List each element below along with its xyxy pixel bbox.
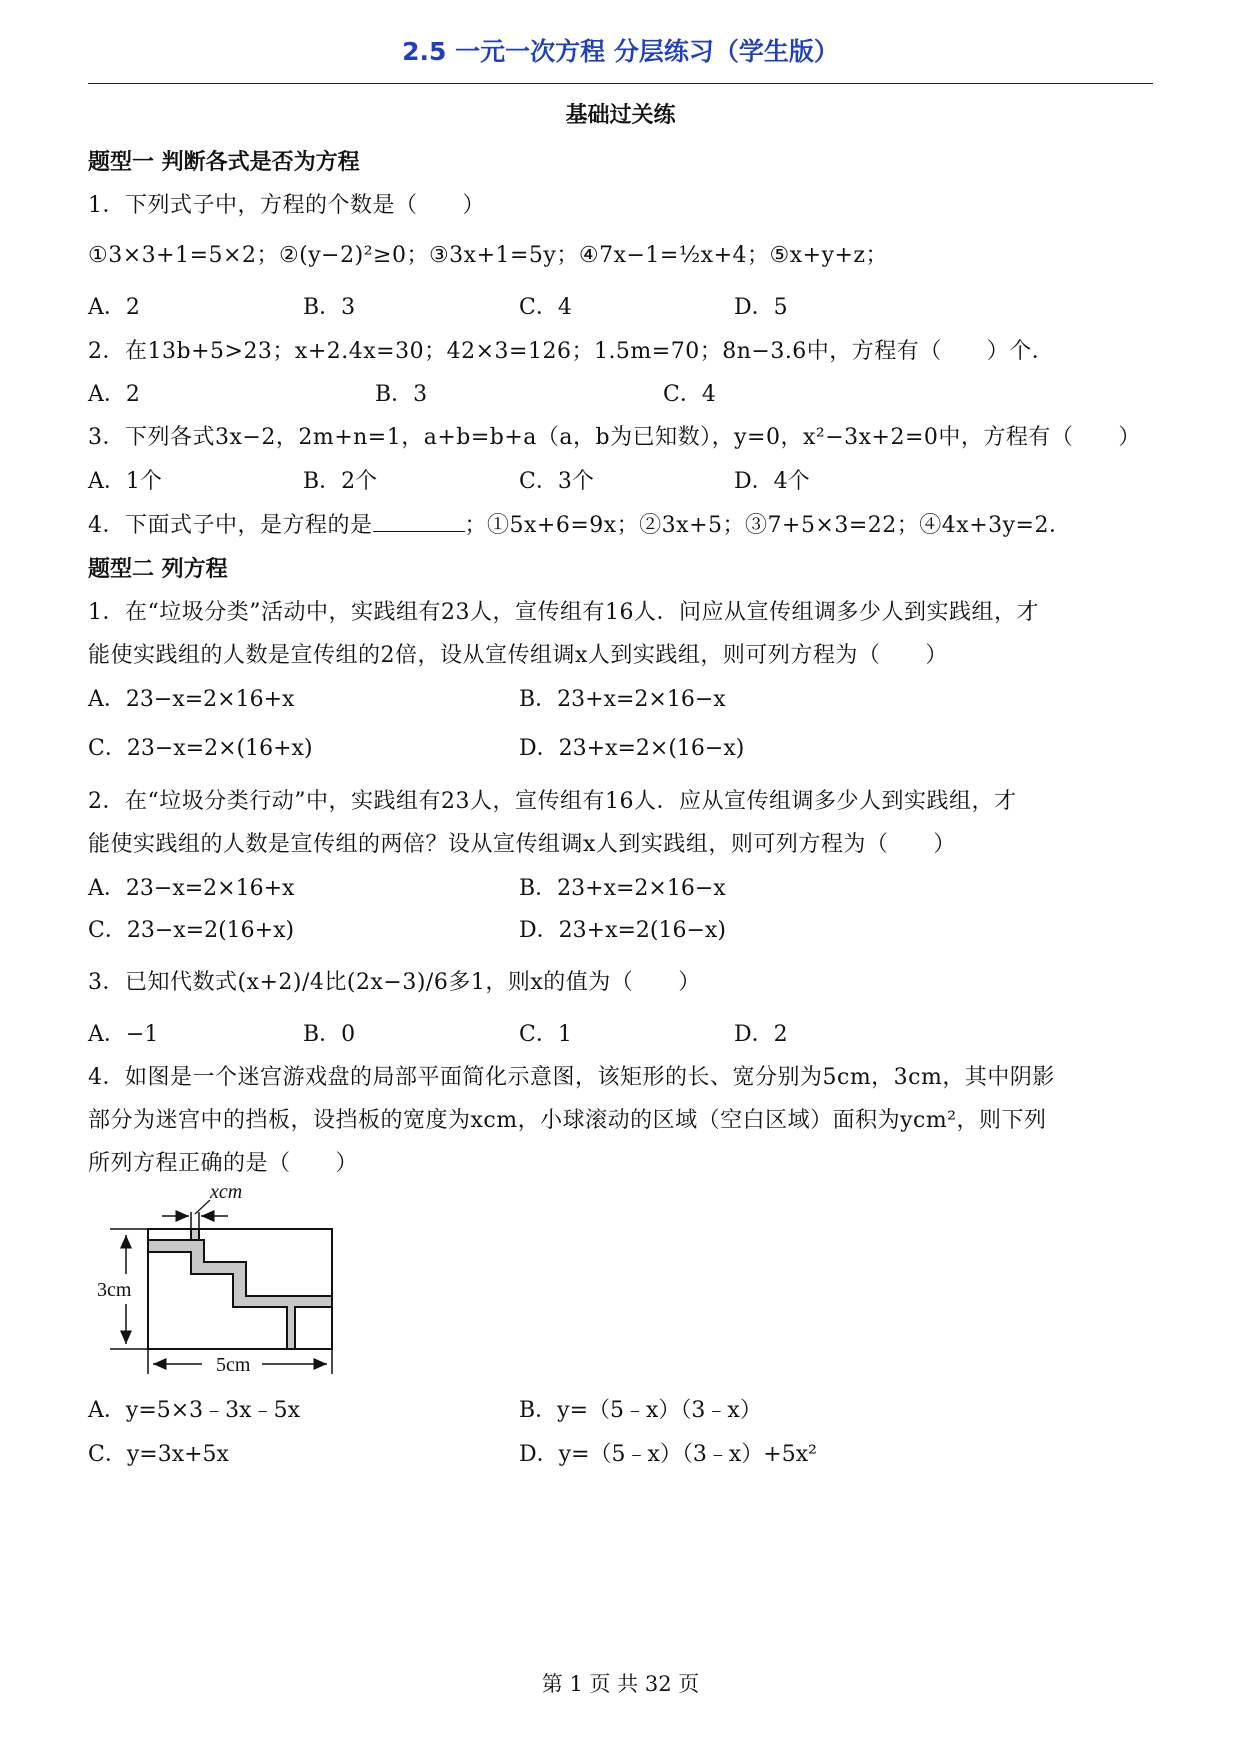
s1-q1-option-c: C．4 bbox=[519, 295, 572, 320]
s2-q2-line1: 2．在“垃圾分类行动”中，实践组有23人，宣传组有16人．应从宣传组调多少人到实践组，才 bbox=[88, 789, 1017, 814]
s1-q2-option-a: A．2 bbox=[88, 382, 140, 407]
s1-q1-stem: 1．下列式子中，方程的个数是（ ） bbox=[88, 193, 485, 218]
s2-q1-option-d: D．23+x=2×(16−x) bbox=[519, 736, 745, 761]
xwidth-label: xcm bbox=[210, 1181, 243, 1203]
s1-q3-option-b: B．2个 bbox=[303, 469, 378, 494]
s2-q3-option-a: A．−1 bbox=[88, 1022, 159, 1047]
s1-q3-option-d: D．4个 bbox=[734, 469, 810, 494]
s2-q4-option-b: B．y=（5﹣x）（3﹣x） bbox=[519, 1398, 762, 1423]
s1-q2-option-b: B．3 bbox=[375, 382, 428, 407]
header-rule bbox=[88, 83, 1153, 84]
s2-q2-option-a: A．23−x=2×16+x bbox=[88, 876, 295, 901]
s1-q2-stem: 2．在13b+5>23；x+2.4x=30；42×3=126；1.5m=70；8n−3.6中，方程有（ ）个． bbox=[88, 339, 1055, 364]
s2-q2-option-c: C．23−x=2(16+x) bbox=[88, 918, 295, 943]
s2-q4-line3: 所列方程正确的是（ ） bbox=[88, 1151, 359, 1176]
width-label: 5cm bbox=[216, 1354, 251, 1374]
s2-q3-stem: 3．已知代数式(x+2)/4比(2x−3)/6多1，则x的值为（ ） bbox=[88, 970, 701, 995]
document-title: 2.5 一元一次方程 分层练习（学生版） bbox=[402, 37, 839, 66]
page-footer: 第 1 页 共 32 页 bbox=[541, 1672, 700, 1696]
s2-q3-option-d: D．2 bbox=[734, 1022, 788, 1047]
s2-q4-line2: 部分为迷宫中的挡板，设挡板的宽度为xcm，小球滚动的区域（空白区域）面积为ycm²，则下列 bbox=[88, 1108, 1047, 1133]
s2-q3-option-b: B．0 bbox=[303, 1022, 356, 1047]
s2-q4-option-a: A．y=5×3﹣3x﹣5x bbox=[88, 1398, 300, 1423]
s2-q4-option-c: C．y=3x+5x bbox=[88, 1442, 229, 1467]
s1-q4-stem bbox=[88, 508, 1072, 539]
s2-q1-option-a: A．23−x=2×16+x bbox=[88, 687, 295, 712]
s1-q2-option-c: C．4 bbox=[663, 382, 716, 407]
s2-q3-option-c: C．1 bbox=[519, 1022, 572, 1047]
s2-q4-line1: 4．如图是一个迷宫游戏盘的局部平面简化示意图，该矩形的长、宽分别为5cm，3cm，其中阴影 bbox=[88, 1065, 1055, 1090]
s2-q1-option-b: B．23+x=2×16−x bbox=[519, 687, 726, 712]
s1-q3-option-a: A．1个 bbox=[88, 469, 162, 494]
section2-heading: 题型二 列方程 bbox=[88, 557, 228, 582]
s1-q1-option-b: B．3 bbox=[303, 295, 356, 320]
s2-q1-option-c: C．23−x=2×(16+x) bbox=[88, 736, 313, 761]
answer-blank[interactable] bbox=[373, 511, 465, 532]
s1-q3-option-c: C．3个 bbox=[519, 469, 594, 494]
s2-q2-option-b: B．23+x=2×16−x bbox=[519, 876, 726, 901]
s1-q3-stem: 3．下列各式3x−2，2m+n=1，a+b=b+a（a，b为已知数），y=0，x²−3x+2=0中，方程有（ ） bbox=[88, 425, 1141, 450]
baffle-top-stem bbox=[191, 1229, 199, 1240]
s2-q4-option-d: D．y=（5﹣x）（3﹣x）+5x² bbox=[519, 1442, 817, 1467]
s2-q1-line1: 1．在“垃圾分类”活动中，实践组有23人，宣传组有16人．问应从宣传组调多少人到实践组，才 bbox=[88, 600, 1039, 625]
section1-heading: 题型一 判断各式是否为方程 bbox=[88, 150, 360, 175]
s1-q1-option-a: A．2 bbox=[88, 295, 140, 320]
s2-q2-option-d: D．23+x=2(16−x) bbox=[519, 918, 726, 943]
s1-q1-items: ①3×3+1=5×2；②(y−2)²≥0；③3x+1=5y；④7x−1=½x+4；⑤x+y+z； bbox=[88, 243, 889, 268]
section-subtitle: 基础过关练 bbox=[565, 103, 676, 128]
s1-q1-option-d: D．5 bbox=[734, 295, 788, 320]
maze-figure bbox=[92, 1178, 352, 1374]
s2-q1-line2: 能使实践组的人数是宣传组的2倍，设从宣传组调x人到实践组，则可列方程为（ ） bbox=[88, 643, 948, 668]
s1-q4-stem-after: ；①5x+6=9x；②3x+5；③7+5×3=22；④4x+3y=2． bbox=[464, 513, 1072, 538]
s1-q4-stem-before: 4．下面式子中，是方程的是 bbox=[88, 513, 373, 538]
height-label: 3cm bbox=[97, 1279, 132, 1301]
s2-q2-line2: 能使实践组的人数是宣传组的两倍？设从宣传组调x人到实践组，则可列方程为（ ） bbox=[88, 832, 956, 857]
baffle-shape bbox=[148, 1240, 332, 1349]
